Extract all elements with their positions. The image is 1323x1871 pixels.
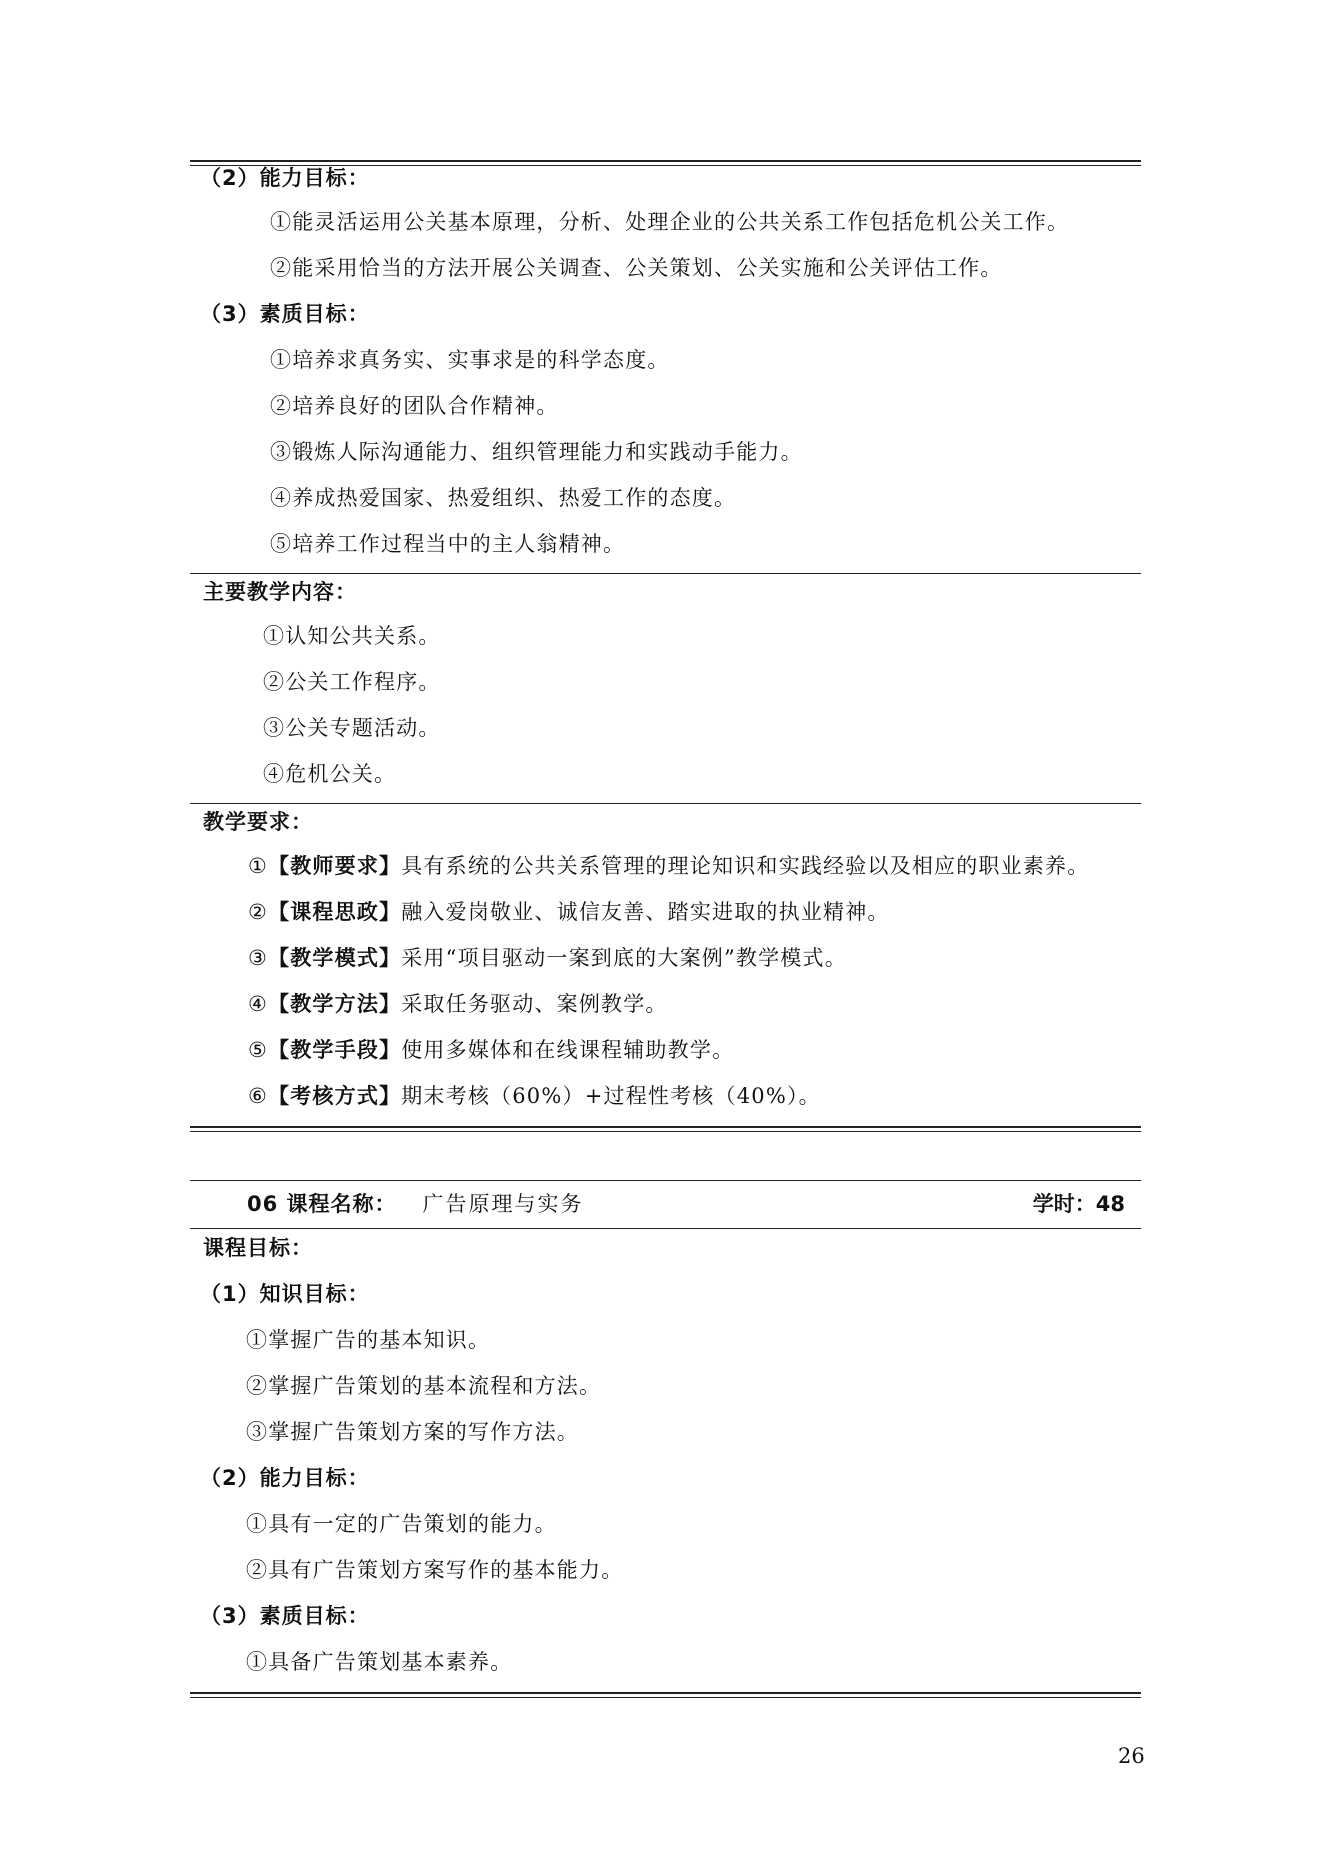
requirement-num: ⑥ — [248, 1084, 269, 1108]
knowledge-item-3: ③掌握广告策划方案的写作方法。 — [246, 1420, 579, 1444]
quality-item-1: ①培养求真务实、实事求是的科学态度。 — [270, 348, 670, 372]
requirement-6 — [248, 1082, 821, 1110]
requirement-num: ③ — [248, 946, 269, 970]
knowledge-item-1: ①掌握广告的基本知识。 — [246, 1328, 491, 1352]
course-quality-item-1: ①具备广告策划基本素养。 — [246, 1650, 513, 1674]
page-number: 26 — [1118, 1744, 1145, 1768]
requirements-heading: 教学要求： — [203, 810, 313, 834]
course-hours: 学时：48 — [1032, 1192, 1125, 1216]
requirement-tag: 【教学方法】 — [268, 991, 402, 1016]
knowledge-heading: （1）知识目标： — [200, 1282, 370, 1306]
content-item-3: ③公关专题活动。 — [263, 716, 441, 740]
requirement-text: 期末考核（60%）+过程性考核（40%）。 — [401, 1084, 821, 1108]
requirement-tag: 【课程思政】 — [268, 899, 402, 924]
requirement-num: ① — [248, 854, 269, 878]
course-top-rule — [190, 1180, 1141, 1181]
quality-heading: （3）素质目标： — [200, 302, 370, 326]
requirement-1 — [248, 852, 1089, 880]
quality-item-4: ④养成热爱国家、热爱组织、热爱工作的态度。 — [270, 486, 737, 510]
course-ability-item-1: ①具有一定的广告策划的能力。 — [246, 1512, 557, 1536]
requirement-text: 采用“项目驱动一案到底的大案例”教学模式。 — [401, 946, 847, 970]
requirement-5 — [248, 1036, 734, 1064]
divider-content — [190, 573, 1141, 574]
course-title-rule — [190, 1228, 1141, 1229]
ability-heading: （2）能力目标： — [200, 166, 370, 190]
knowledge-item-2: ②掌握广告策划的基本流程和方法。 — [246, 1374, 602, 1398]
requirement-tag: 【教学模式】 — [268, 945, 402, 970]
ability-item-1: ①能灵活运用公关基本原理，分析、处理企业的公共关系工作包括危机公关工作。 — [270, 210, 1070, 234]
requirement-text: 采取任务驱动、案例教学。 — [401, 992, 668, 1016]
quality-item-5: ⑤培养工作过程当中的主人翁精神。 — [270, 532, 626, 556]
requirement-3 — [248, 944, 847, 972]
requirement-tag: 【教学手段】 — [268, 1037, 402, 1062]
content-item-4: ④危机公关。 — [263, 762, 397, 786]
content-item-1: ①认知公共关系。 — [263, 624, 441, 648]
requirement-num: ④ — [248, 992, 269, 1016]
requirement-num: ② — [248, 900, 269, 924]
requirement-2 — [248, 898, 890, 926]
course-label: 06 课程名称： — [247, 1192, 397, 1216]
ability-item-2: ②能采用恰当的方法开展公关调查、公关策划、公关实施和公关评估工作。 — [270, 256, 1003, 280]
bottom-rule — [190, 1126, 1141, 1132]
requirement-text: 具有系统的公共关系管理的理论知识和实践经验以及相应的职业素养。 — [401, 854, 1090, 878]
quality-item-3: ③锻炼人际沟通能力、组织管理能力和实践动手能力。 — [270, 440, 803, 464]
content-heading: 主要教学内容： — [203, 580, 357, 604]
content-item-2: ②公关工作程序。 — [263, 670, 441, 694]
goal-heading: 课程目标： — [203, 1236, 313, 1260]
course-ability-heading: （2）能力目标： — [200, 1466, 370, 1490]
requirement-text: 融入爱岗敬业、诚信友善、踏实进取的执业精神。 — [401, 900, 890, 924]
requirement-4 — [248, 990, 668, 1018]
requirement-tag: 【考核方式】 — [268, 1083, 402, 1108]
course-name: 广告原理与实务 — [422, 1192, 584, 1216]
course-title-row — [247, 1190, 584, 1218]
course-ability-item-2: ②具有广告策划方案写作的基本能力。 — [246, 1558, 624, 1582]
requirement-num: ⑤ — [248, 1038, 269, 1062]
divider-requirements — [190, 803, 1141, 804]
requirement-text: 使用多媒体和在线课程辅助教学。 — [401, 1038, 735, 1062]
quality-item-2: ②培养良好的团队合作精神。 — [270, 394, 559, 418]
course-quality-heading: （3）素质目标： — [200, 1604, 370, 1628]
course-bottom-rule — [190, 1692, 1141, 1698]
requirement-tag: 【教师要求】 — [268, 853, 402, 878]
